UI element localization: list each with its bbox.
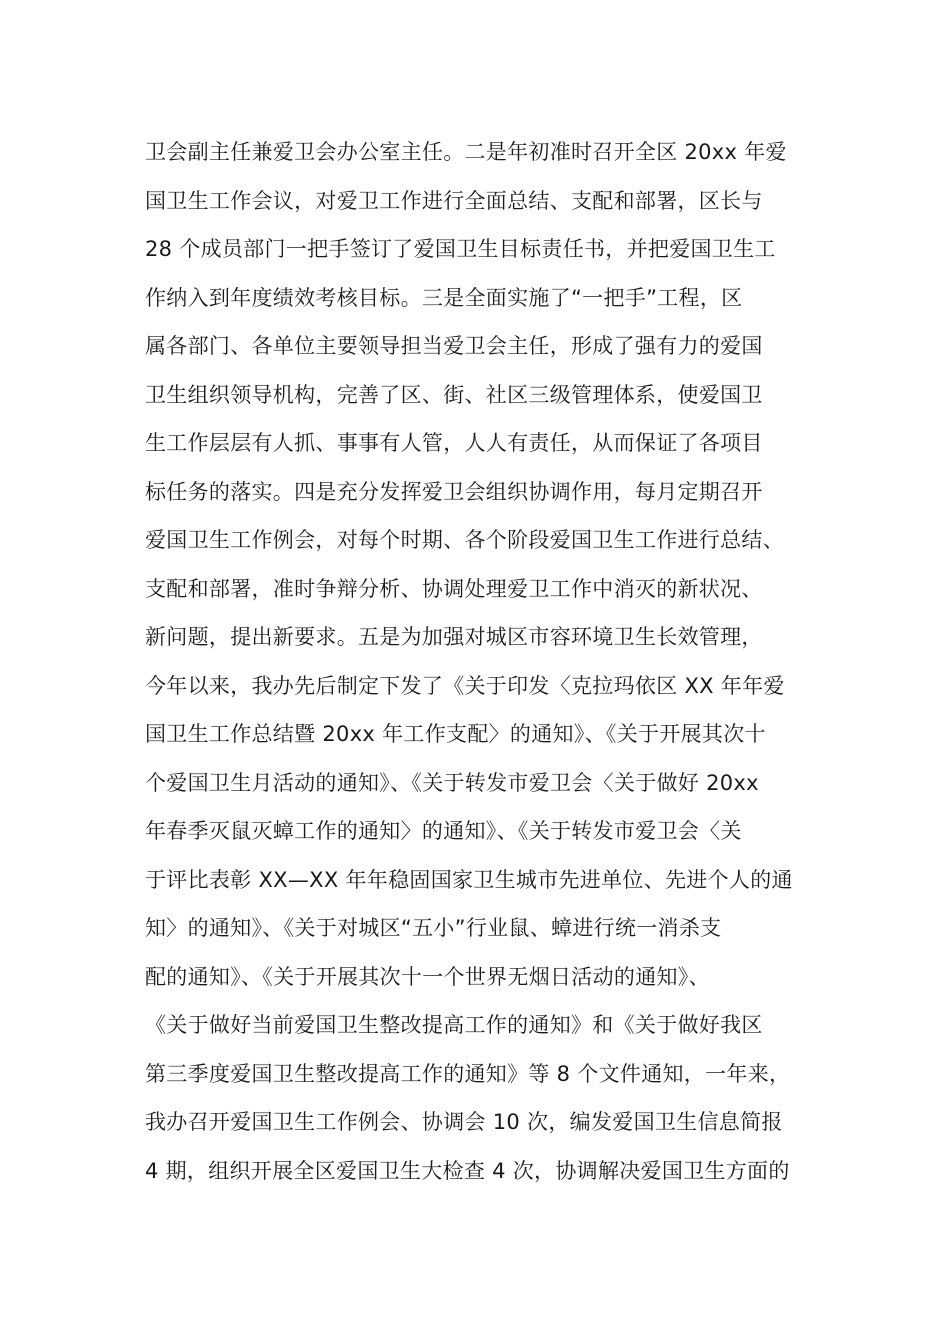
text-line: 卫会副主任兼爱卫会办公室主任。二是年初准时召开全区 20xx 年爱 [145,140,787,164]
text-line: 国卫生工作总结暨 20xx 年工作支配〉的通知》、《关于开展其次十 [145,722,766,746]
text-line: 《关于做好当前爱国卫生整改提高工作的通知》和《关于做好我区 [145,1013,763,1037]
text-line: 个爱国卫生月活动的通知》、《关于转发市爱卫会〈关于做好 20xx [145,770,759,795]
text-line: 于评比表彰 XX—XX 年年稳固国家卫生城市先进单位、先进个人的通 [145,867,793,892]
text-line: 生工作层层有人抓、事事有人管，人人有责任，从而保证了各项目 [145,431,763,455]
text-line: 国卫生工作会议，对爱卫工作进行全面总结、支配和部署，区长与 [145,188,763,213]
text-line: 标任务的落实。四是充分发挥爱卫会组织协调作用，每月定期召开 [145,479,763,504]
text-line: 第三季度爱国卫生整改提高工作的通知》等 8 个文件通知，一年来， [145,1061,791,1086]
text-line: 作纳入到年度绩效考核目标。三是全面实施了“一把手”工程，区 [145,285,743,310]
text-line: 新问题，提出新要求。五是为加强对城区市容环境卫生长效管理， [145,625,763,649]
text-line: 我办召开爱国卫生工作例会、协调会 10 次，编发爱国卫生信息简报 [145,1110,783,1134]
text-line: 爱国卫生工作例会，对每个时期、各个阶段爱国卫生工作进行总结、 [145,528,784,552]
text-line: 卫生组织领导机构，完善了区、街、社区三级管理体系，使爱国卫 [145,382,763,407]
text-line: 4 期，组织开展全区爱国卫生大检查 4 次，协调解决爱国卫生方面的 [145,1158,790,1183]
text-line: 今年以来，我办先后制定下发了《关于印发〈克拉玛依区 XX 年年爱 [145,673,785,698]
text-line: 知〉的通知》、《关于对城区“五小”行业鼠、蟑进行统一消杀支 [145,916,722,940]
text-line: 属各部门、各单位主要领导担当爱卫会主任，形成了强有力的爱国 [145,334,763,358]
text-line: 28 个成员部门一把手签订了爱国卫生目标责任书，并把爱国卫生工 [145,237,776,261]
text-line: 年春季灭鼠灭蟑工作的通知〉的通知》、《关于转发市爱卫会〈关 [145,819,742,843]
text-line: 配的通知》、《关于开展其次十一个世界无烟日活动的通知》、 [145,964,710,989]
body-text [145,128,835,1195]
text-line: 支配和部署，准时争辩分析、协调处理爱卫工作中消灭的新状况、 [145,576,763,601]
